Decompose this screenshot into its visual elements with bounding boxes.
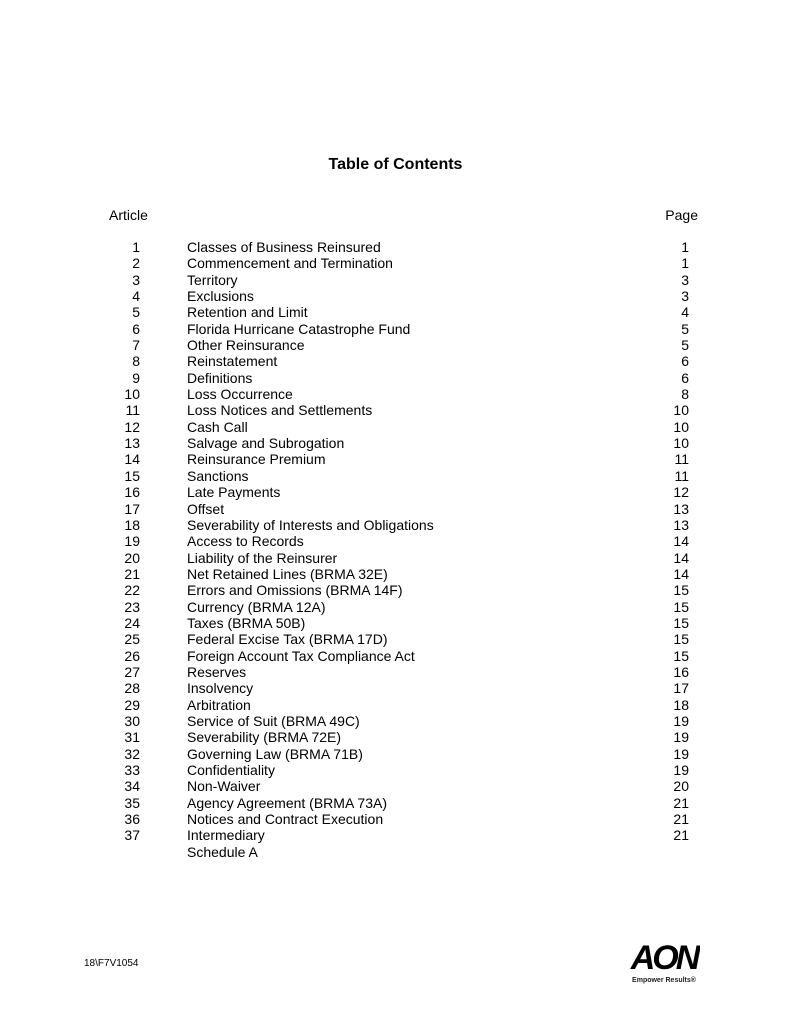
toc-article-title: Access to Records (187, 533, 304, 550)
toc-row (0, 337, 791, 353)
toc-row (0, 664, 791, 680)
toc-article-title: Arbitration (187, 696, 251, 713)
toc-article-title: Late Payments (187, 484, 281, 501)
toc-article-title: Salvage and Subrogation (187, 435, 345, 452)
toc-article-title: Territory (187, 271, 238, 288)
toc-article-number: 11 (125, 402, 140, 419)
toc-article-title: Severability (BRMA 72E) (187, 729, 342, 746)
toc-page-number: 19 (673, 712, 689, 729)
toc-article-title: Governing Law (BRMA 71B) (187, 745, 363, 762)
toc-row (0, 795, 791, 811)
toc-article-number: 23 (124, 598, 140, 615)
toc-row (0, 304, 791, 320)
toc-article-number: 26 (124, 647, 140, 664)
toc-page-number: 19 (673, 729, 689, 746)
toc-article-title: Non-Waiver (187, 778, 261, 795)
toc-row (0, 255, 791, 271)
toc-article-number: 9 (132, 369, 140, 386)
aon-tagline: Empower Results® (632, 977, 696, 984)
toc-article-title: Insolvency (187, 680, 254, 697)
toc-page-number: 3 (681, 288, 689, 305)
toc-row (0, 386, 791, 402)
toc-article-title: Net Retained Lines (BRMA 32E) (187, 565, 388, 582)
toc-article-number: 16 (124, 484, 140, 501)
toc-article-number: 33 (124, 762, 140, 778)
aon-logo-wordmark (628, 938, 700, 974)
toc-row (0, 468, 791, 484)
toc-article-title: Intermediary (187, 827, 265, 844)
toc-row (0, 729, 791, 745)
toc-article-title: Classes of Business Reinsured (187, 239, 381, 255)
toc-page-number: 1 (681, 239, 689, 255)
toc-article-title: Federal Excise Tax (BRMA 17D) (187, 631, 388, 648)
toc-article-title: Agency Agreement (BRMA 73A) (187, 794, 387, 811)
toc-article-number: 13 (124, 435, 140, 452)
toc-row (0, 746, 791, 762)
toc-row (0, 762, 791, 778)
column-header-article: Article (109, 207, 148, 223)
aon-logo-text: AON (630, 939, 698, 974)
toc-row (0, 697, 791, 713)
toc-page-number: 4 (681, 304, 689, 321)
toc-article-number: 29 (124, 696, 140, 713)
toc-article-title: Cash Call (187, 418, 248, 435)
toc-row (0, 402, 791, 418)
toc-page-number: 19 (673, 762, 689, 778)
toc-page-number: 15 (673, 582, 689, 599)
toc-page-number: 5 (681, 337, 689, 354)
toc-article-title: Schedule A (187, 843, 258, 860)
toc-article-number: 28 (124, 680, 140, 697)
toc-page-number: 12 (673, 484, 689, 501)
toc-row (0, 566, 791, 582)
toc-row (0, 484, 791, 500)
toc-row (0, 501, 791, 517)
toc-page-number: 13 (673, 500, 689, 517)
toc-article-title: Exclusions (187, 288, 254, 305)
toc-article-number: 6 (132, 320, 140, 337)
toc-article-title: Loss Occurrence (187, 386, 293, 403)
toc-article-number: 20 (124, 549, 140, 566)
toc-page-number: 10 (673, 418, 689, 435)
document-code: 18\F7V1054 (84, 958, 139, 969)
toc-article-title: Service of Suit (BRMA 49C) (187, 712, 360, 729)
toc-row (0, 533, 791, 549)
toc-article-title: Other Reinsurance (187, 337, 305, 354)
toc-article-title: Liability of the Reinsurer (187, 549, 338, 566)
toc-article-number: 34 (124, 778, 140, 795)
toc-row (0, 615, 791, 631)
aon-logo (628, 938, 700, 990)
toc-article-title: Sanctions (187, 467, 249, 484)
toc-row (0, 517, 791, 533)
toc-row (0, 451, 791, 467)
toc-row (0, 631, 791, 647)
toc-article-title: Loss Notices and Settlements (187, 402, 373, 419)
toc-page-number: 6 (681, 369, 689, 386)
toc-row (0, 272, 791, 288)
toc-page-number: 21 (673, 794, 689, 811)
toc-article-title: Offset (187, 500, 225, 517)
toc-page-number: 10 (673, 435, 689, 452)
toc-article-title: Severability of Interests and Obligations (187, 516, 434, 533)
toc-article-number: 8 (132, 353, 140, 370)
toc-row (0, 239, 791, 255)
toc-page-number: 13 (673, 516, 689, 533)
toc-row (0, 321, 791, 337)
toc-page-number: 11 (674, 451, 689, 468)
toc-page-number: 18 (673, 696, 689, 713)
toc-page-number: 19 (673, 745, 689, 762)
toc-article-number: 30 (124, 712, 140, 729)
toc-article-title: Retention and Limit (187, 304, 308, 321)
toc-page-number: 10 (673, 402, 689, 419)
toc-article-title: Commencement and Termination (187, 255, 393, 272)
toc-page-number: 15 (673, 647, 689, 664)
toc-article-number: 15 (124, 467, 140, 484)
toc-article-number: 25 (124, 631, 140, 648)
toc-article-title: Reserves (187, 663, 247, 680)
toc-article-number: 10 (124, 386, 140, 403)
toc-article-title: Taxes (BRMA 50B) (187, 614, 306, 631)
toc-article-number: 2 (132, 255, 140, 272)
toc-row (0, 827, 791, 843)
toc-article-number: 21 (124, 565, 140, 582)
toc-page-number: 20 (673, 778, 689, 795)
toc-page-number: 21 (673, 827, 689, 844)
toc-page-number: 11 (674, 467, 689, 484)
toc-article-number: 3 (132, 271, 140, 288)
toc-row (0, 435, 791, 451)
toc-page-number: 14 (673, 565, 689, 582)
toc-article-number: 19 (124, 533, 140, 550)
toc-page-number: 15 (673, 631, 689, 648)
toc-row (0, 288, 791, 304)
toc-article-number: 5 (132, 304, 140, 321)
toc-row (0, 680, 791, 696)
toc-page-number: 16 (673, 663, 689, 680)
toc-article-number: 32 (124, 745, 140, 762)
toc-article-title: Errors and Omissions (BRMA 14F) (187, 582, 403, 599)
toc-article-number: 35 (124, 794, 140, 811)
toc-row (0, 370, 791, 386)
toc-row (0, 778, 791, 794)
toc-article-title: Reinsurance Premium (187, 451, 326, 468)
toc-article-number: 18 (124, 516, 140, 533)
toc-row (0, 550, 791, 566)
toc-article-number: 36 (124, 811, 140, 828)
toc-row (0, 599, 791, 615)
toc-article-number: 31 (124, 729, 140, 746)
toc-article-number: 1 (132, 239, 140, 255)
toc-article-title: Reinstatement (187, 353, 278, 370)
toc-article-title: Currency (BRMA 12A) (187, 598, 326, 615)
toc-article-title: Notices and Contract Execution (187, 811, 384, 828)
toc-page-number: 17 (673, 680, 689, 697)
toc-row (0, 353, 791, 369)
toc-row (0, 811, 791, 827)
toc-page-number: 21 (673, 811, 689, 828)
toc-article-number: 27 (124, 663, 140, 680)
toc-article-number: 22 (124, 582, 140, 599)
toc-page-number: 15 (673, 598, 689, 615)
toc-article-title: Foreign Account Tax Compliance Act (187, 647, 415, 664)
toc-row (0, 844, 791, 860)
toc-page-number: 1 (681, 255, 689, 272)
toc-article-number: 37 (124, 827, 140, 844)
toc-article-number: 7 (132, 337, 140, 354)
toc-article-number: 14 (124, 451, 140, 468)
page-title: Table of Contents (328, 156, 463, 173)
toc-article-number: 4 (132, 288, 140, 305)
toc-article-title: Definitions (187, 369, 253, 386)
toc-row (0, 419, 791, 435)
toc-article-number: 24 (124, 614, 140, 631)
toc-article-title: Confidentiality (187, 762, 275, 778)
toc-page-number: 14 (673, 533, 689, 550)
toc-row (0, 713, 791, 729)
toc-article-number: 12 (124, 418, 140, 435)
toc-page-number: 5 (681, 320, 689, 337)
toc-row (0, 648, 791, 664)
toc-page-number: 15 (673, 614, 689, 631)
toc-article-title: Florida Hurricane Catastrophe Fund (187, 320, 411, 337)
toc-list (0, 239, 791, 860)
column-header-page: Page (665, 207, 698, 223)
toc-row (0, 582, 791, 598)
toc-article-number: 17 (124, 500, 140, 517)
toc-page-number: 8 (681, 386, 689, 403)
toc-page-number: 14 (673, 549, 689, 566)
toc-page-number: 3 (681, 271, 689, 288)
toc-page-number: 6 (681, 353, 689, 370)
